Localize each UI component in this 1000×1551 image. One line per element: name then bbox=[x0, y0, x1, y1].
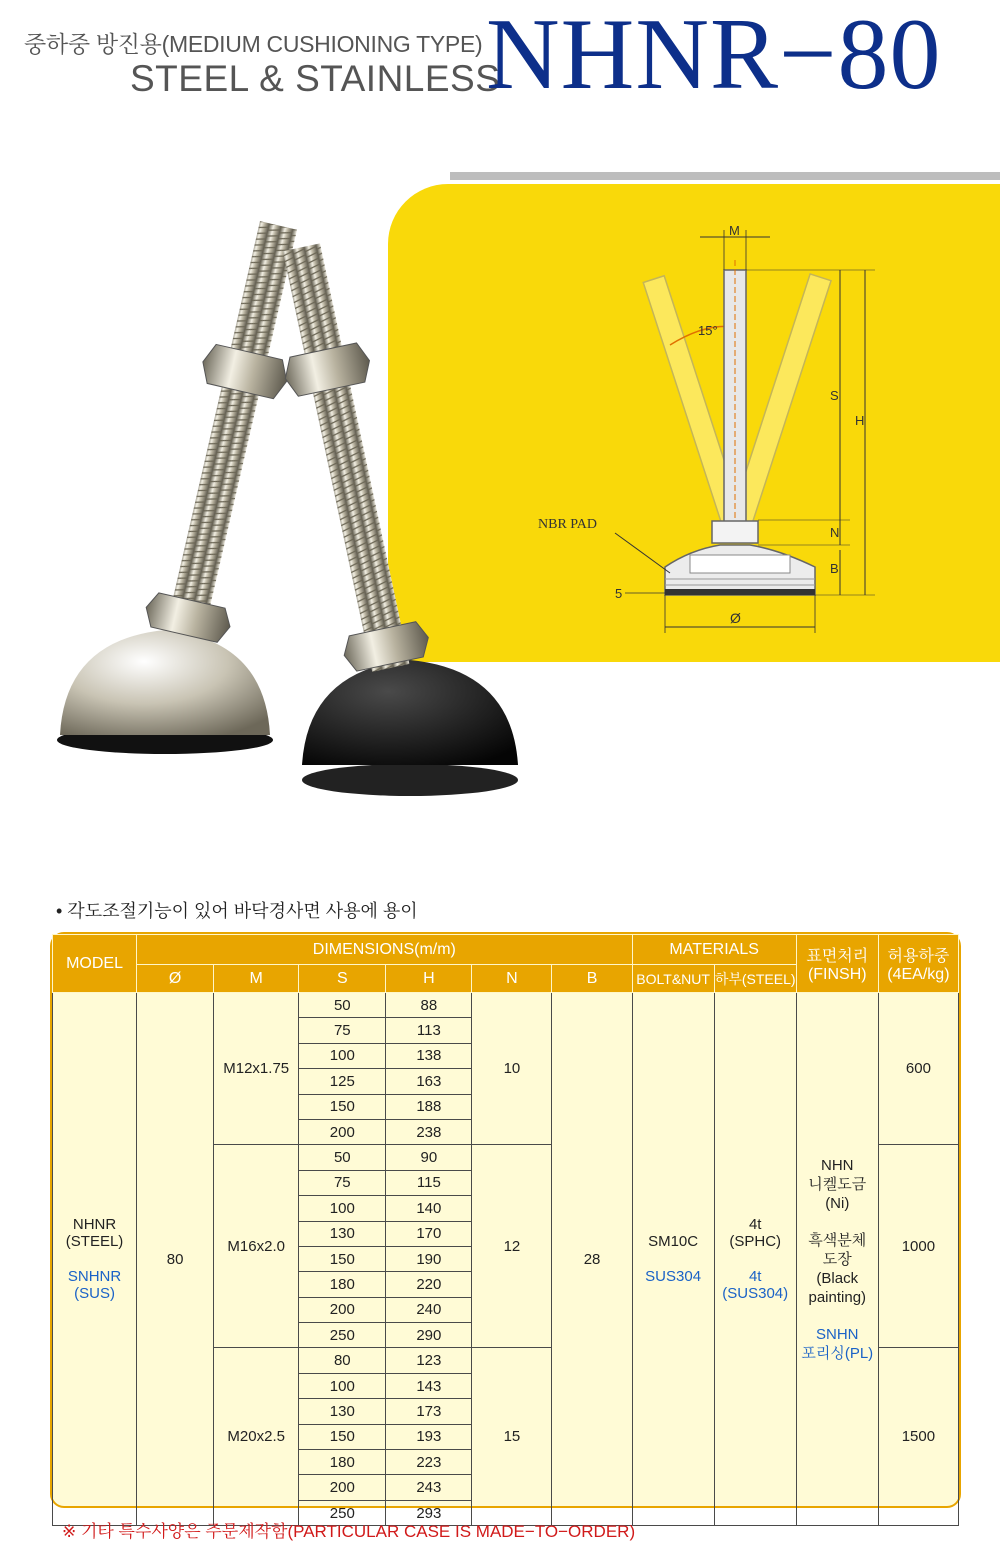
h-cell: 123 bbox=[386, 1348, 472, 1373]
diameter-label: Ø bbox=[730, 610, 741, 626]
h-cell: 193 bbox=[386, 1424, 472, 1449]
load-cell: 1500 bbox=[878, 1348, 958, 1526]
s-cell: 180 bbox=[299, 1272, 386, 1297]
s-cell: 150 bbox=[299, 1246, 386, 1271]
h-cell: 170 bbox=[386, 1221, 472, 1246]
finish-line3: (Ni) bbox=[825, 1194, 850, 1212]
th-finish-en: (FINSH) bbox=[807, 966, 867, 983]
finish-sus1: SNHN bbox=[816, 1325, 859, 1343]
th-load bbox=[878, 935, 958, 993]
angle-label: 15° bbox=[698, 323, 718, 338]
s-cell: 75 bbox=[299, 1018, 386, 1043]
finish-line4: 흑색분체 bbox=[808, 1231, 867, 1249]
s-cell: 200 bbox=[299, 1475, 386, 1500]
s-cell: 125 bbox=[299, 1069, 386, 1094]
s-cell: 100 bbox=[299, 1043, 386, 1068]
h-cell: 223 bbox=[386, 1450, 472, 1475]
s-cell: 200 bbox=[299, 1119, 386, 1144]
th-base: 하부(STEEL) bbox=[714, 965, 796, 993]
th-h: H bbox=[386, 965, 472, 993]
s-cell: 100 bbox=[299, 1373, 386, 1398]
b-cell: 28 bbox=[552, 993, 632, 1526]
m-cell: M16x2.0 bbox=[214, 1145, 299, 1348]
s-cell: 50 bbox=[299, 1145, 386, 1170]
s-cell: 75 bbox=[299, 1170, 386, 1195]
custom-order-note: ※ 기타 특수사양은 주문제작함(PARTICULAR CASE IS MADE−TO−ORDER) bbox=[62, 1522, 636, 1541]
s-cell: 250 bbox=[299, 1500, 386, 1525]
h-cell: 190 bbox=[386, 1246, 472, 1271]
technical-drawing bbox=[530, 215, 910, 635]
h-cell: 88 bbox=[386, 993, 472, 1018]
th-s: S bbox=[299, 965, 386, 993]
finish-line7: painting) bbox=[808, 1288, 867, 1306]
h-cell: 115 bbox=[386, 1170, 472, 1195]
th-dia: Ø bbox=[137, 965, 214, 993]
model-sus-sub: (SUS) bbox=[74, 1285, 115, 1303]
finish-cell bbox=[796, 993, 878, 1526]
m-cell: M20x2.5 bbox=[214, 1348, 299, 1526]
finish-line5: 도장 bbox=[822, 1250, 852, 1268]
n-cell: 12 bbox=[472, 1145, 552, 1348]
s-cell: 130 bbox=[299, 1399, 386, 1424]
finish-sus2: 포리싱(PL) bbox=[801, 1344, 874, 1362]
th-bolt: BOLT&NUT bbox=[632, 965, 714, 993]
h-cell: 238 bbox=[386, 1119, 472, 1144]
h-cell: 90 bbox=[386, 1145, 472, 1170]
n-cell: 15 bbox=[472, 1348, 552, 1526]
s-label: S bbox=[830, 388, 839, 403]
h-label: H bbox=[855, 413, 865, 428]
model-title: NHNR−80 bbox=[486, 0, 942, 111]
spec-table bbox=[50, 932, 961, 1522]
b-label: B bbox=[830, 561, 839, 576]
bolt-cell bbox=[632, 993, 714, 1526]
finish-line2: 니켈도금 bbox=[808, 1175, 867, 1193]
model-steel: NHNR bbox=[72, 1216, 117, 1234]
base-sus-1: 4t bbox=[748, 1268, 762, 1286]
h-cell: 290 bbox=[386, 1323, 472, 1348]
bolt-sus: SUS304 bbox=[645, 1268, 702, 1286]
th-dimensions: DIMENSIONS(m/m) bbox=[137, 935, 633, 965]
th-load-ko: 허용하중 bbox=[887, 948, 950, 965]
s-cell: 150 bbox=[299, 1094, 386, 1119]
s-cell: 150 bbox=[299, 1424, 386, 1449]
load-cell: 600 bbox=[878, 993, 958, 1145]
s-cell: 130 bbox=[299, 1221, 386, 1246]
h-cell: 140 bbox=[386, 1196, 472, 1221]
model-cell bbox=[53, 993, 137, 1526]
h-cell: 293 bbox=[386, 1500, 472, 1525]
th-load-en: (4EA/kg) bbox=[887, 966, 950, 983]
h-cell: 113 bbox=[386, 1018, 472, 1043]
h-cell: 188 bbox=[386, 1094, 472, 1119]
base-sus-2: (SUS304) bbox=[722, 1285, 789, 1303]
s-cell: 250 bbox=[299, 1323, 386, 1348]
th-n: N bbox=[472, 965, 552, 993]
h-cell: 173 bbox=[386, 1399, 472, 1424]
n-label: N bbox=[830, 525, 840, 540]
base-steel-2: (SPHC) bbox=[729, 1233, 782, 1251]
s-cell: 180 bbox=[299, 1450, 386, 1475]
subtitle-korean: 중하중 방진용(MEDIUM CUSHIONING TYPE) bbox=[24, 31, 483, 57]
s-cell: 50 bbox=[299, 993, 386, 1018]
th-materials: MATERIALS bbox=[632, 935, 796, 965]
s-cell: 200 bbox=[299, 1297, 386, 1322]
base-steel-1: 4t bbox=[748, 1216, 762, 1234]
five-label: 5 bbox=[615, 586, 623, 601]
bolt-steel: SM10C bbox=[648, 1233, 699, 1251]
s-cell: 80 bbox=[299, 1348, 386, 1373]
subtitle-material: STEEL & STAINLESS bbox=[130, 58, 501, 99]
th-m: M bbox=[214, 965, 299, 993]
h-cell: 243 bbox=[386, 1475, 472, 1500]
th-finish bbox=[796, 935, 878, 993]
finish-line1: NHN bbox=[821, 1156, 854, 1174]
h-cell: 240 bbox=[386, 1297, 472, 1322]
load-cell: 1000 bbox=[878, 1145, 958, 1348]
header-divider bbox=[450, 172, 1000, 180]
finish-line6: (Black bbox=[816, 1269, 859, 1287]
h-cell: 163 bbox=[386, 1069, 472, 1094]
th-model: MODEL bbox=[53, 935, 137, 993]
base-cell bbox=[714, 993, 796, 1526]
h-cell: 220 bbox=[386, 1272, 472, 1297]
feature-note: • 각도조절기능이 있어 바닥경사면 사용에 용이 bbox=[56, 901, 418, 921]
th-finish-ko: 표면처리 bbox=[806, 948, 869, 965]
model-steel-sub: (STEEL) bbox=[65, 1233, 124, 1251]
s-cell: 100 bbox=[299, 1196, 386, 1221]
model-sus: SNHNR bbox=[67, 1268, 122, 1286]
h-cell: 143 bbox=[386, 1373, 472, 1398]
h-cell: 138 bbox=[386, 1043, 472, 1068]
nbr-pad-label: NBR PAD bbox=[538, 517, 598, 532]
dia-cell: 80 bbox=[137, 993, 214, 1526]
product-photo bbox=[40, 210, 540, 810]
n-cell: 10 bbox=[472, 993, 552, 1145]
th-b: B bbox=[552, 965, 632, 993]
m-label: M bbox=[729, 223, 740, 238]
m-cell: M12x1.75 bbox=[214, 993, 299, 1145]
